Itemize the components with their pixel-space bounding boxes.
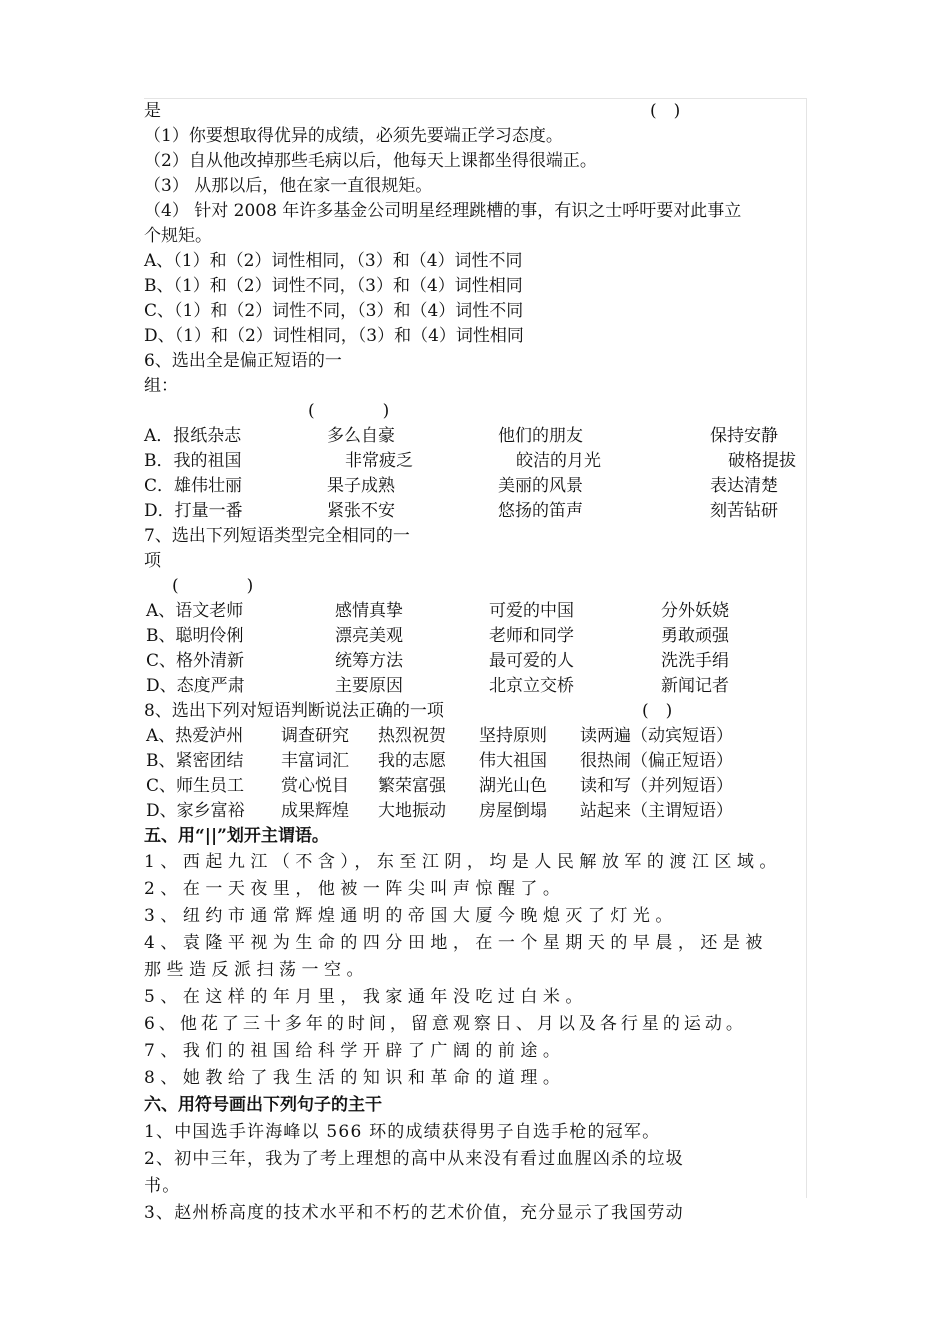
- q7-row-c-item-2: 统筹方法: [335, 651, 403, 671]
- document-content: [144, 99, 806, 1227]
- q6-paren-line: [144, 399, 806, 424]
- sec5-item-6: 6、他花了三十多年的时间，留意观察日、月以及各行星的运动。: [144, 1014, 747, 1034]
- q8-row-b-item-2: 丰富词汇: [281, 751, 349, 771]
- sec5-item-5: 5、在这样的年月里，我家通年没吃过白米。: [144, 987, 588, 1007]
- q8-row-c-item-5: 读和写（并列短语）: [580, 776, 733, 796]
- q5-sentence-3: （3） 从那以后，他在家一直很规矩。: [144, 176, 433, 196]
- q7-stem-1: 7、选出下列短语类型完全相同的一: [144, 526, 410, 546]
- q6-row-b-item-3: 皎洁的月光: [516, 451, 601, 471]
- q6-row-d: [144, 499, 806, 524]
- q6-row-b-item-2: 非常疲乏: [345, 451, 413, 471]
- q5-answer-paren: ( ): [650, 101, 681, 121]
- q7-row-d-item-3: 北京立交桥: [489, 676, 574, 696]
- q5-option-b: B、（1）和（2）词性不同，（3）和（4）词性相同: [144, 276, 523, 296]
- sec6-item-2a: 2、初中三年，我为了考上理想的高中从来没有看过血腥凶杀的垃圾: [144, 1149, 684, 1169]
- section-5-title: 五、用“||”划开主谓语。: [144, 826, 329, 846]
- q6-row-c-item-4: 表达清楚: [710, 476, 778, 496]
- q7-row-b-item-3: 老师和同学: [489, 626, 574, 646]
- q6-row-a: [144, 424, 806, 449]
- q8-row-b-item-3: 我的志愿: [378, 751, 446, 771]
- q8-stem: 8、选出下列对短语判断说法正确的一项: [144, 701, 444, 721]
- q7-row-c: [144, 649, 806, 674]
- q8-answer-paren: ( ): [642, 701, 673, 721]
- sec5-item-8: 8、她教给了我生活的知识和革命的道理。: [144, 1068, 566, 1088]
- sec6-item-1: 1、中国选手许海峰以 566 环的成绩获得男子自选手枪的冠军。: [144, 1122, 661, 1142]
- q8-row-a: [144, 724, 806, 749]
- q8-row-a-item-3: 热烈祝贺: [378, 726, 446, 746]
- q7-row-c-item-1: C、格外清新: [146, 651, 245, 671]
- q8-row-a-item-2: 调查研究: [281, 726, 349, 746]
- q8-row-d: [144, 799, 806, 824]
- q8-row-c-item-2: 赏心悦目: [281, 776, 349, 796]
- q6-row-a-item-2: 多么自豪: [327, 426, 395, 446]
- q7-row-d: [144, 674, 806, 699]
- sec5-item-4b: 那些造反派扫荡一空。: [144, 960, 369, 980]
- q7-row-b-item-2: 漂亮美观: [335, 626, 403, 646]
- q7-row-d-item-1: D、态度严肃: [146, 676, 245, 696]
- q8-row-b-item-1: B、紧密团结: [146, 751, 244, 771]
- q6-row-b-item-4: 破格提拔: [728, 451, 796, 471]
- q5-sentence-2: （2）自从他改掉那些毛病以后，他每天上课都坐得很端正。: [144, 151, 597, 171]
- q8-row-a-item-5: 读两遍（动宾短语）: [580, 726, 733, 746]
- q6-answer-paren: ( ): [308, 401, 390, 421]
- q8-row-c-item-4: 湖光山色: [479, 776, 547, 796]
- q8-row-a-item-4: 坚持原则: [479, 726, 547, 746]
- q8-row-d-item-1: D、家乡富裕: [146, 801, 245, 821]
- q6-stem-1: 6、选出全是偏正短语的一: [144, 351, 342, 371]
- q7-row-a-item-1: A、语文老师: [146, 601, 244, 621]
- q5-option-c: C、（1）和（2）词性不同，（3）和（4）词性不同: [144, 301, 524, 321]
- sec5-item-2: 2、在一天夜里，他被一阵尖叫声惊醒了。: [144, 879, 566, 899]
- q8-row-b: [144, 749, 806, 774]
- section-6-title: 六、用符号画出下列句子的主干: [144, 1095, 382, 1115]
- q7-row-a-item-4: 分外妖娆: [661, 601, 729, 621]
- q7-row-c-item-3: 最可爱的人: [489, 651, 574, 671]
- q6-row-d-item-4: 刻苦钻研: [710, 501, 778, 521]
- sec5-item-7: 7、我们的祖国给科学开辟了广阔的前途。: [144, 1041, 566, 1061]
- q8-row-c-item-1: C、师生员工: [146, 776, 245, 796]
- q8-row-b-item-5: 很热闹（偏正短语）: [580, 751, 733, 771]
- page-border-right: [806, 98, 807, 1198]
- q6-row-d-item-3: 悠扬的笛声: [498, 501, 583, 521]
- q6-row-b: [144, 449, 806, 474]
- sec6-item-3: 3、赵州桥高度的技术水平和不朽的艺术价值，充分显示了我国劳动: [144, 1203, 684, 1223]
- q5-sentence-1: （1）你要想取得优异的成绩，必须先要端正学习态度。: [144, 126, 563, 146]
- sec5-item-3: 3、纽约市通常辉煌通明的帝国大厦今晚熄灭了灯光。: [144, 906, 678, 926]
- q7-row-b-item-4: 勇敢顽强: [661, 626, 729, 646]
- q8-row-a-item-1: A、热爱泸州: [146, 726, 244, 746]
- q8-row-d-item-2: 成果辉煌: [281, 801, 349, 821]
- sec5-item-1: 1、西起九江（不含），东至江阴，均是人民解放军的渡江区域。: [144, 852, 782, 872]
- q7-stem-2: 项: [144, 551, 161, 571]
- q6-row-b-item-1: B．我的祖国: [144, 451, 242, 471]
- q8-stem-line: [144, 699, 806, 724]
- q6-row-c-item-1: C．雄伟壮丽: [144, 476, 243, 496]
- q6-row-a-item-3: 他们的朋友: [498, 426, 583, 446]
- q8-row-d-item-5: 站起来（主谓短语）: [580, 801, 733, 821]
- q6-row-c: [144, 474, 806, 499]
- q7-row-d-item-4: 新闻记者: [661, 676, 729, 696]
- q7-row-d-item-2: 主要原因: [335, 676, 403, 696]
- sec5-item-4a: 4、袁隆平视为生命的四分田地，在一个星期天的早晨，还是被: [144, 933, 768, 953]
- q6-row-a-item-4: 保持安静: [710, 426, 778, 446]
- q8-row-d-item-4: 房屋倒塌: [479, 801, 547, 821]
- q5-sentence-4a: （4） 针对 2008 年许多基金公司明星经理跳槽的事，有识之士呼吁要对此事立: [144, 201, 742, 221]
- sec6-item-2b: 书。: [144, 1176, 181, 1196]
- q7-row-b: [144, 624, 806, 649]
- q5-option-a: A、（1）和（2）词性相同，（3）和（4）词性不同: [144, 251, 523, 271]
- q8-row-c-item-3: 繁荣富强: [378, 776, 446, 796]
- q7-paren-line: [144, 574, 806, 599]
- q7-row-c-item-4: 洗洗手绢: [661, 651, 729, 671]
- q7-answer-paren: ( ): [172, 576, 254, 596]
- q7-row-a-item-3: 可爱的中国: [489, 601, 574, 621]
- q8-row-c: [144, 774, 806, 799]
- q6-row-c-item-2: 果子成熟: [327, 476, 395, 496]
- q8-row-b-item-4: 伟大祖国: [479, 751, 547, 771]
- q7-row-a-item-2: 感情真挚: [335, 601, 403, 621]
- q6-row-d-item-2: 紧张不安: [327, 501, 395, 521]
- q5-stem-end: 是: [144, 101, 161, 121]
- q5-sentence-4b: 个规矩。: [144, 226, 212, 246]
- q6-stem-2: 组：: [144, 376, 178, 396]
- q6-row-c-item-3: 美丽的风景: [498, 476, 583, 496]
- q7-row-b-item-1: B、聪明伶俐: [146, 626, 244, 646]
- q5-stem-end-line: [144, 99, 806, 124]
- q5-option-d: D、（1）和（2）词性相同，（3）和（4）词性相同: [144, 326, 524, 346]
- q8-row-d-item-3: 大地振动: [378, 801, 446, 821]
- q7-row-a: [144, 599, 806, 624]
- q6-row-a-item-1: A．报纸杂志: [144, 426, 242, 446]
- q6-row-d-item-1: D．打量一番: [144, 501, 243, 521]
